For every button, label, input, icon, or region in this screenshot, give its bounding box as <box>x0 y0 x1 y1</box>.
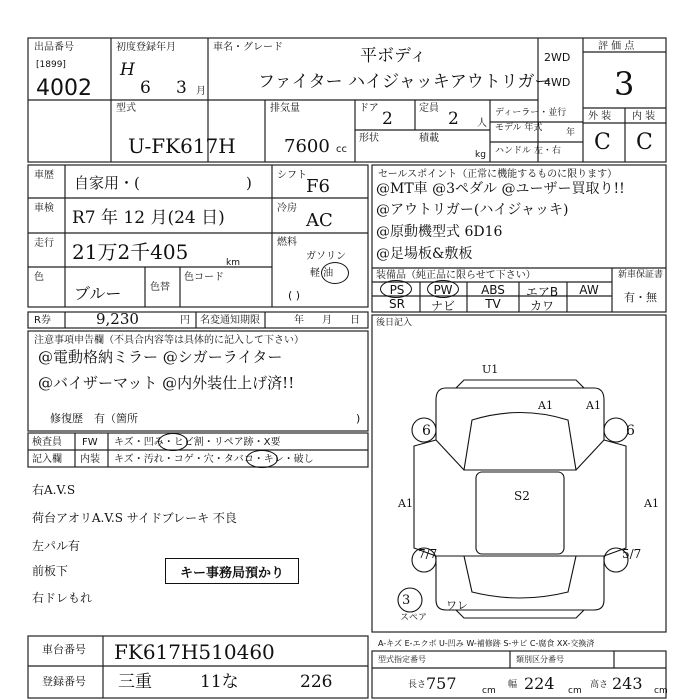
map-top: U1 <box>482 363 499 376</box>
cc-label: 排気量 <box>270 103 300 114</box>
length-value: 757 <box>426 674 457 693</box>
damage-legend: A-キズ E-エクボ U-凹み W-補修跡 S-サビ C-腐食 XX-交換済 <box>378 639 595 648</box>
lot-number-label: 出品番号 <box>34 42 74 53</box>
note-1: 右A.V.S <box>32 483 76 497</box>
class-number-label: 類別区分番号 <box>516 655 564 664</box>
month-unit: 月 <box>196 86 206 97</box>
history: 自家用・( <box>74 174 140 192</box>
map-tire-rr: 5/7 <box>622 547 642 561</box>
grade-label: 評 価 点 <box>598 41 635 52</box>
interior-row-label: 内装 <box>80 454 100 465</box>
reg-month: 3 <box>176 78 187 98</box>
shape-label: 形状 <box>359 133 379 144</box>
inspector-label: 検査員 <box>32 437 62 448</box>
history-label: 車歴 <box>34 170 54 181</box>
map-center: S2 <box>514 489 530 503</box>
model-year-label: モデル 年式 <box>495 123 543 133</box>
seats: 2 <box>448 109 459 129</box>
km-unit: km <box>226 258 240 268</box>
model-name: ファイター ハイジャッキアウトリガー <box>258 72 552 92</box>
recycle-label: R券 <box>34 315 51 326</box>
map-side-l: A1 <box>398 497 413 510</box>
equip-leather: カワ <box>529 299 554 313</box>
yen-unit: 円 <box>180 315 190 326</box>
length-unit: cm <box>482 686 496 696</box>
color-swap-label: 色替 <box>150 282 170 293</box>
interior-items: キズ・汚れ・コゲ・穴・タバコ・キレ・破し <box>114 454 314 465</box>
width-value: 224 <box>524 674 555 693</box>
attention-line-1: @電動格納ミラー @シガーライター <box>38 348 283 366</box>
fw-items: キズ・凹み・ヒビ割・リペア跡・X要 <box>114 437 281 448</box>
reg-number: 226 <box>300 672 333 692</box>
doors-label: ドア <box>359 103 379 114</box>
map-a1-tl: A1 <box>538 399 553 412</box>
equip-pw: PW <box>433 283 453 297</box>
shift-label: シフト <box>277 170 307 181</box>
registration-label: 登録番号 <box>42 675 86 688</box>
fuel-circle <box>321 262 349 284</box>
deadline-day: 日 <box>350 315 360 326</box>
height-unit: cm <box>654 686 668 696</box>
equip-abs: ABS <box>481 283 505 297</box>
overall-grade: 3 <box>614 65 635 103</box>
year-suffix: 年 <box>566 128 576 138</box>
equip-navi: ナビ <box>430 299 455 313</box>
seats-label: 定員 <box>419 103 439 114</box>
sales-point-title: セールスポイント（正常に機能するものに限ります） <box>378 169 618 180</box>
fuel: ガソリン <box>306 251 346 262</box>
equip-tv: TV <box>485 297 501 311</box>
map-rear: ワレ <box>446 599 468 612</box>
doors: 2 <box>382 109 393 129</box>
repair-close: ) <box>356 412 361 425</box>
sales-point-2: @アウトリガー(ハイジャッキ) <box>376 202 569 218</box>
type-code: U-FK617H <box>128 134 236 158</box>
era: H <box>120 60 135 80</box>
entry-label: 記入欄 <box>32 454 62 465</box>
height-value: 243 <box>612 674 643 693</box>
deadline-month: 月 <box>322 315 332 326</box>
name-change-label: 名変通知期限 <box>200 315 260 326</box>
note-5: 右ドレもれ <box>32 591 93 605</box>
chassis-label: 車台番号 <box>42 643 86 656</box>
lot-sub: [1899] <box>36 60 66 70</box>
pw-circle <box>427 280 459 298</box>
note-3: 左パル有 <box>32 539 81 553</box>
history-close: ) <box>246 174 252 192</box>
map-a1-tr: A1 <box>586 399 601 412</box>
after-entry-label: 後日記入 <box>376 318 413 328</box>
dent-circle <box>158 433 188 451</box>
drive-4wd: 4WD <box>544 76 571 89</box>
equip-ps: PS <box>389 283 405 297</box>
fuel-label: 燃料 <box>277 237 297 248</box>
fw-label: FW <box>82 437 98 448</box>
seats-unit: 人 <box>477 118 487 129</box>
map-tire-rl: 7/7 <box>418 547 438 561</box>
equip-sr: SR <box>389 297 405 311</box>
exterior-grade: C <box>594 130 611 155</box>
chassis-number: FK617H510460 <box>114 640 275 664</box>
reg-class: 11な <box>200 672 239 692</box>
height-label: 高さ <box>590 680 609 690</box>
spare-value: 3 <box>402 593 411 608</box>
fuel-paren: ( ) <box>288 289 301 302</box>
fuel-options: 軽 油 <box>310 268 334 279</box>
inspection-date: R7 年 12 月(24 日) <box>72 208 225 228</box>
mileage: 21万2千405 <box>72 240 189 264</box>
warranty-label: 新車保証書 <box>618 270 664 280</box>
color-code-label: 色コード <box>184 272 224 283</box>
interior-grade: C <box>636 130 653 155</box>
equip-aw: AW <box>579 283 599 297</box>
type-label: 型式 <box>116 103 136 114</box>
map-tire-fr: 6 <box>626 423 635 439</box>
width-label: 幅 <box>508 680 518 690</box>
attention-line-2: @バイザーマット @内外装仕上げ済!! <box>38 374 295 392</box>
note-2: 荷台アオリA.V.S サイドブレーキ 不良 <box>32 511 237 525</box>
ps-circle <box>380 280 412 298</box>
deadline-year: 年 <box>294 315 304 326</box>
type-designation-label: 型式指定番号 <box>378 655 426 664</box>
load-label: 積載 <box>419 133 439 144</box>
shift: F6 <box>306 176 330 197</box>
sales-point-4: @足場板&敷板 <box>376 246 473 262</box>
lot-number: 4002 <box>36 76 92 101</box>
recycle-fee: 9,230 <box>96 310 139 328</box>
tobacco-circle <box>246 450 278 468</box>
model-grade-label: 車名・グレード <box>213 42 283 53</box>
spare-label: スペア <box>400 613 428 623</box>
width-unit: cm <box>568 686 582 696</box>
kg-unit: kg <box>475 150 486 160</box>
cc-unit: cc <box>336 144 347 155</box>
key-office-stamp: キー事務局預かり <box>165 558 299 584</box>
handle-label: ハンドル 左・右 <box>495 146 561 156</box>
ac: AC <box>306 210 333 231</box>
drive-2wd: 2WD <box>544 51 571 64</box>
note-4: 前板下 <box>32 564 69 578</box>
map-side-r: A1 <box>644 497 659 510</box>
dealer-label: ディーラー・並行 <box>495 108 567 118</box>
length-label: 長さ <box>408 680 427 690</box>
inspection-label: 車検 <box>34 203 54 214</box>
equipment-title: 装備品（純正品に限らせて下さい） <box>376 270 536 281</box>
reg-year: 6 <box>140 78 151 98</box>
color-label: 色 <box>34 272 44 283</box>
interior-label: 内 装 <box>632 111 656 122</box>
mileage-label: 走行 <box>34 238 54 249</box>
cc: 7600 <box>284 136 330 157</box>
repair-label: 修復歴 有（箇所 <box>50 412 138 425</box>
warranty-options: 有・無 <box>624 291 657 304</box>
body-type: 平ボディ <box>360 46 427 66</box>
ac-label: 冷房 <box>277 203 297 214</box>
reg-prefecture: 三重 <box>118 672 152 692</box>
map-tire-fl: 6 <box>422 423 431 439</box>
exterior-label: 外 装 <box>588 111 612 122</box>
sales-point-3: @原動機型式 6D16 <box>376 224 503 240</box>
color: ブルー <box>74 284 122 303</box>
attention-title: 注意事項申告欄（不具合内容等は具体的に記入して下さい） <box>34 335 304 346</box>
equip-airbag: エアB <box>525 285 559 299</box>
sales-point-1: @MT車 @3ペダル @ユーザー買取り!! <box>376 181 625 197</box>
first-registration-label: 初度登録年月 <box>116 42 176 53</box>
